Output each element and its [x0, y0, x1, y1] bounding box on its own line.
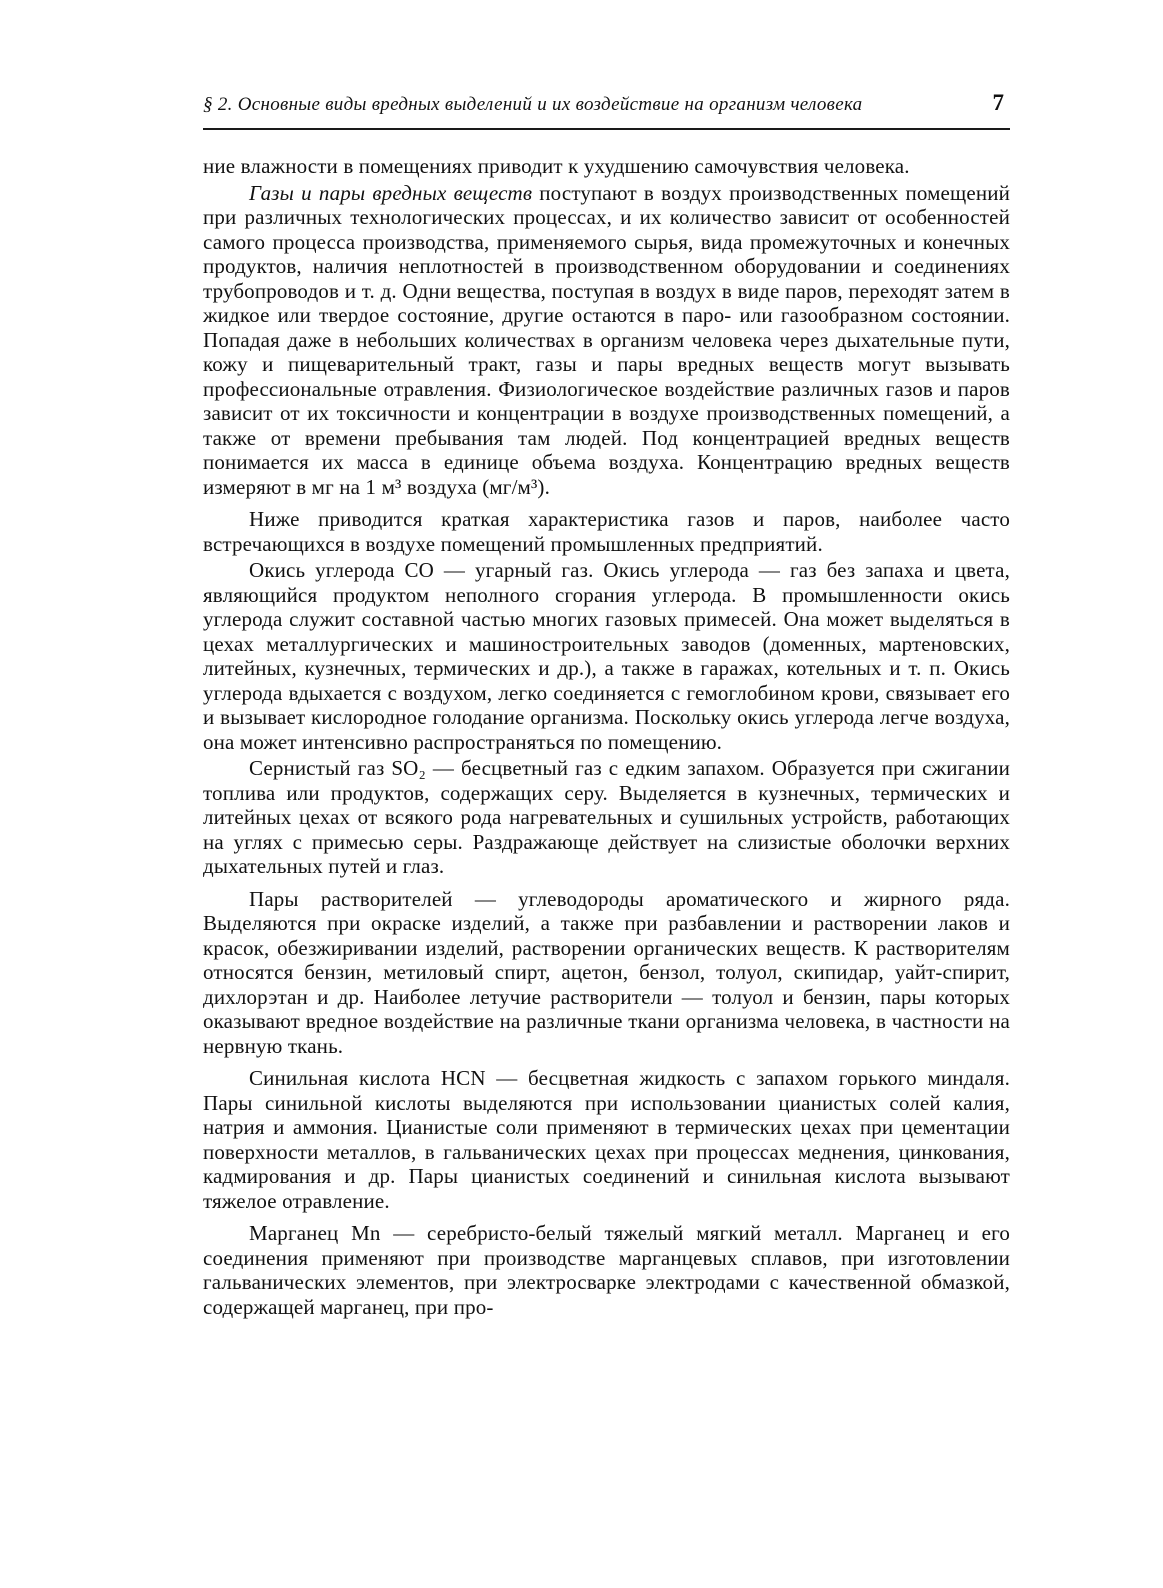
page-number: 7: [992, 90, 1004, 115]
paragraph-gases-vapors: Газы и пары вредных веществ поступают в воздух производственных помещений при различных технологических процессах, и их количество зависит от особенностей самого процесса производства, применяемого сырья, вида промежуточных и конечных продуктов, наличия неплотностей в производственном оборудовании и соединениях трубопроводов и т. д. Одни вещества, поступая в воздух в виде паров, переходят затем в жидкое или твердое состояние, другие остаются в паро- или газообразном состоянии. Попадая даже в небольших количествах в организм человека через дыхательные пути, кожу и пищеварительный тракт, газы и пары вредных веществ могут вызывать профессиональные отравления. Физиологическое воздействие различных газов и паров зависит от их токсичности и концентрации в воздухе производственных помещений, а также от времени пребывания там людей. Под концентрацией вредных веществ понимается их масса в единице объема воздуха. Концентрацию вредных веществ измеряют в мг на 1 м³ воздуха (мг/м³).: [203, 180, 1010, 499]
paragraph-carbon-monoxide: Окись углерода CO — угарный газ. Окись углерода — газ без запаха и цвета, являющийся продуктом неполного сгорания углерода. В промышленности окись углерода служит составной частью многих газовых примесей. Она может выделяться в цехах металлургических и машиностроительных заводов (доменных, мартеновских, литейных, кузнечных, термических и др.), а также в гаражах, котельных и т. п. Окись углерода вдыхается с воздухом, легко соединяется с гемоглобином крови, связывает его и вызывает кислородное голодание организма. Поскольку окись углерода легче воздуха, она может интенсивно распространяться по помещению.: [203, 558, 1010, 754]
body-text: [203, 154, 1010, 1321]
paragraph-solvent-vapors: Пары растворителей — углеводороды ароматического и жирного ряда. Выделяются при окраске изделий, а также при разбавлении и растворении лаков и красок, обезжиривании изделий, растворении органических веществ. К растворителям относятся бензин, метиловый спирт, ацетон, бензол, толуол, скипидар, уайт-спирит, дихлорэтан и др. Наиболее летучие растворители — толуол и бензин, пары которых оказывают вредное воздействие на различные ткани организма человека, в частности на нервную ткань.: [203, 886, 1010, 1058]
italic-term: Газы и пары вредных веществ: [249, 180, 533, 205]
section-title: § 2. Основные виды вредных выделений и их воздействие на организм человека: [203, 94, 863, 115]
paragraph-hydrocyanic-acid: Синильная кислота HCN — бесцветная жидкость с запахом горького миндаля. Пары синильной кислоты выделяются при использовании цианистых солей калия, натрия и аммония. Цианистые соли применяют в термических цехах при цементации поверхности металлов, в гальванических цехах при процессах меднения, цинкования, кадмирования и др. Пары цианистых соединений и синильная кислота вызывают тяжелое отравление.: [203, 1066, 1010, 1213]
paragraph-continuation: ние влажности в помещениях приводит к ухудшению самочувствия человека.: [203, 154, 910, 178]
running-header: [203, 90, 1010, 130]
paragraph-sulfur-dioxide: Сернистый газ SO₂ — бесцветный газ с едким запахом. Образуется при сжигании топлива или продуктов, содержащих серу. Выделяется в кузнечных, термических и литейных цехах от всякого рода нагревательных и сушильных устройств, работающих на углях с примесью серы. Раздражающе действует на слизистые оболочки верхних дыхательных путей и глаз.: [203, 756, 1010, 878]
paragraph-manganese: Марганец Mn — серебристо-белый тяжелый мягкий металл. Марганец и его соединения применяют при производстве марганцевых сплавов, при изготовлении гальванических элементов, при электросварке электродами с качественной обмазкой, содержащей марганец, при про-: [203, 1221, 1010, 1319]
paragraph-intro-characteristics: Ниже приводится краткая характеристика газов и паров, наиболее часто встречающихся в воздухе помещений промышленных предприятий.: [203, 507, 1010, 556]
